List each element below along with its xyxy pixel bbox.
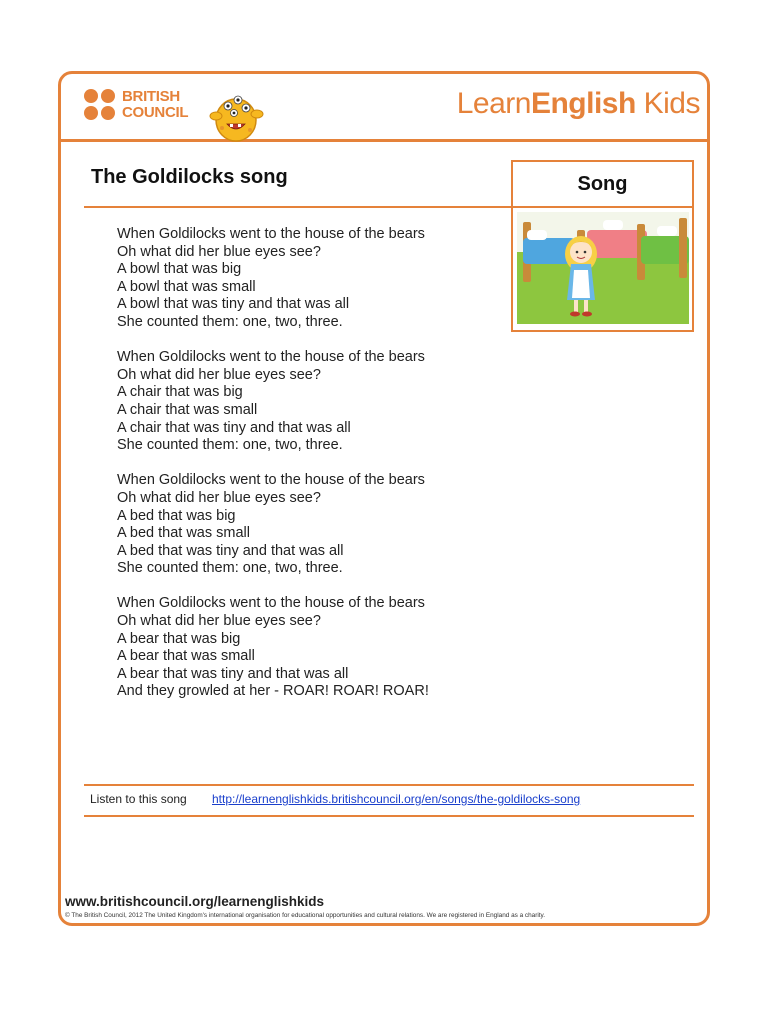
page-title: The Goldilocks song bbox=[91, 166, 288, 188]
lyrics-stanza bbox=[117, 595, 507, 701]
lyric-line: She counted them: one, two, three. bbox=[117, 560, 343, 577]
footer-copyright: © The British Council, 2012 The United Kingdom's international organisation for educational opportunities and cultural relations. We are registered in England as a charity. bbox=[65, 912, 546, 919]
british-council-dots-icon bbox=[84, 89, 118, 123]
goldilocks-beds-illustration bbox=[517, 212, 689, 324]
lyrics-stanza bbox=[117, 226, 507, 332]
lyric-line: Oh what did her blue eyes see? bbox=[117, 489, 321, 506]
lyrics-stanza bbox=[117, 472, 507, 578]
header-divider bbox=[58, 139, 710, 142]
lyric-line: A bear that was big bbox=[117, 630, 241, 647]
listen-divider-top bbox=[84, 784, 694, 786]
lyric-line: She counted them: one, two, three. bbox=[117, 313, 343, 330]
lyric-line: When Goldilocks went to the house of the bears bbox=[117, 595, 425, 612]
footer-url: www.britishcouncil.org/learnenglishkids bbox=[65, 894, 325, 909]
song-lyrics bbox=[117, 226, 507, 719]
song-type-box bbox=[511, 160, 694, 332]
lyric-line: A bed that was tiny and that was all bbox=[117, 542, 344, 559]
learnenglish-kids-logo: LearnEnglish Kids bbox=[456, 87, 700, 120]
monster-mascot-icon bbox=[200, 84, 270, 144]
lyric-line: Oh what did her blue eyes see? bbox=[117, 366, 321, 383]
lyric-line: Oh what did her blue eyes see? bbox=[117, 243, 321, 260]
lyric-line: When Goldilocks went to the house of the bears bbox=[117, 472, 425, 489]
listen-divider-bottom bbox=[84, 815, 694, 817]
lyric-line: A bed that was big bbox=[117, 507, 236, 524]
lyric-line: A bowl that was tiny and that was all bbox=[117, 296, 350, 313]
british-council-wordmark: BRITISH COUNCIL bbox=[122, 88, 189, 121]
lyric-line: When Goldilocks went to the house of the bears bbox=[117, 349, 425, 366]
lyric-line: A chair that was small bbox=[117, 401, 258, 418]
lyric-line: A chair that was big bbox=[117, 384, 243, 401]
lyric-line: She counted them: one, two, three. bbox=[117, 437, 343, 454]
lyric-line: A chair that was tiny and that was all bbox=[117, 419, 351, 436]
lyric-line: Oh what did her blue eyes see? bbox=[117, 613, 321, 630]
listen-label: Listen to this song bbox=[90, 792, 187, 806]
song-link[interactable]: http://learnenglishkids.britishcouncil.org/en/songs/the-goldilocks-song bbox=[212, 792, 581, 806]
lyric-line: And they growled at her - ROAR! ROAR! ROAR! bbox=[117, 683, 429, 700]
lyric-line: A bowl that was small bbox=[117, 278, 256, 295]
british-council-logo bbox=[84, 87, 204, 127]
song-type-label: Song bbox=[513, 162, 692, 208]
title-divider bbox=[84, 206, 512, 208]
lyrics-stanza bbox=[117, 349, 507, 455]
lyric-line: A bear that was tiny and that was all bbox=[117, 665, 349, 682]
lyric-line: When Goldilocks went to the house of the bears bbox=[117, 226, 425, 242]
lyric-line: A bowl that was big bbox=[117, 261, 242, 278]
lyric-line: A bear that was small bbox=[117, 648, 255, 665]
lyric-line: A bed that was small bbox=[117, 525, 250, 542]
